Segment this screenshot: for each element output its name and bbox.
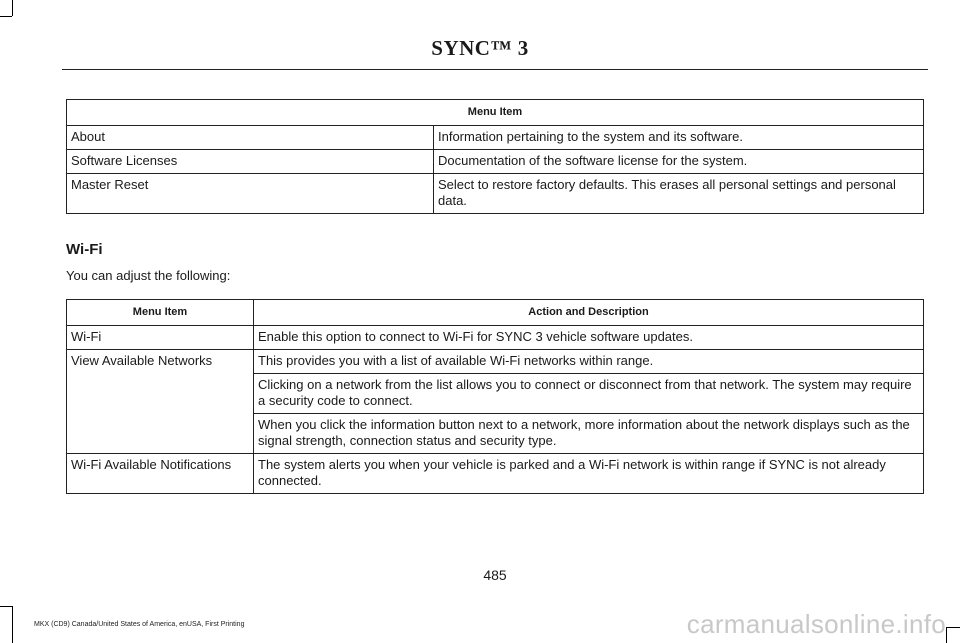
description-cell: Information pertaining to the system and its software. [434, 126, 924, 150]
menu-item-cell: Software Licenses [67, 150, 434, 174]
description-cell: This provides you with a list of available Wi-Fi networks within range. [254, 350, 924, 374]
table-row [67, 326, 924, 350]
crop-mark-bottom-left-v [12, 606, 13, 643]
menu-item-cell: Wi-Fi [67, 326, 254, 350]
watermark-logo: carmanualsonline.info [686, 609, 946, 639]
table-header-row [67, 300, 924, 326]
menu-table-general [66, 99, 924, 214]
table-header-menu-item: Menu Item [67, 100, 924, 126]
table-row [67, 174, 924, 214]
menu-item-cell: About [67, 126, 434, 150]
menu-item-cell: Master Reset [67, 174, 434, 214]
table-header-row [67, 100, 924, 126]
description-cell: Clicking on a network from the list allows you to connect or disconnect from that network. The system may require a security code to connect. [254, 374, 924, 414]
description-cell: Enable this option to connect to Wi-Fi for SYNC 3 vehicle software updates. [254, 326, 924, 350]
description-cell: When you click the information button next to a network, more information about the network displays such as the signal strength, connection status and security type. [254, 414, 924, 454]
table-row [67, 454, 924, 494]
table-row [67, 126, 924, 150]
crop-mark-bottom-left-h [0, 606, 12, 607]
crop-mark-top-left-h [0, 16, 12, 17]
crop-mark-bottom-right-v [946, 627, 947, 643]
crop-mark-top-left-v [12, 0, 13, 16]
menu-item-cell: View Available Networks [67, 350, 254, 454]
page-number: 485 [483, 567, 507, 583]
page-title: SYNC™ 3 [431, 36, 529, 60]
table-header-action: Action and Description [254, 300, 924, 326]
description-cell: The system alerts you when your vehicle is parked and a Wi-Fi network is within range if SYNC is not already connected. [254, 454, 924, 494]
table-header-menu-item: Menu Item [67, 300, 254, 326]
section-heading-wifi: Wi-Fi [66, 241, 103, 258]
footer-edition: MKX (CD9) Canada/United States of America, enUSA, First Printing [34, 621, 245, 628]
menu-item-cell: Wi-Fi Available Notifications [67, 454, 254, 494]
header-divider [62, 69, 928, 70]
crop-mark-bottom-right-h [946, 627, 960, 628]
description-cell: Documentation of the software license for the system. [434, 150, 924, 174]
section-intro: You can adjust the following: [66, 268, 231, 283]
description-cell: Select to restore factory defaults. This erases all personal settings and personal data. [434, 174, 924, 214]
table-row [67, 350, 924, 374]
table-row [67, 150, 924, 174]
menu-table-wifi [66, 299, 924, 494]
